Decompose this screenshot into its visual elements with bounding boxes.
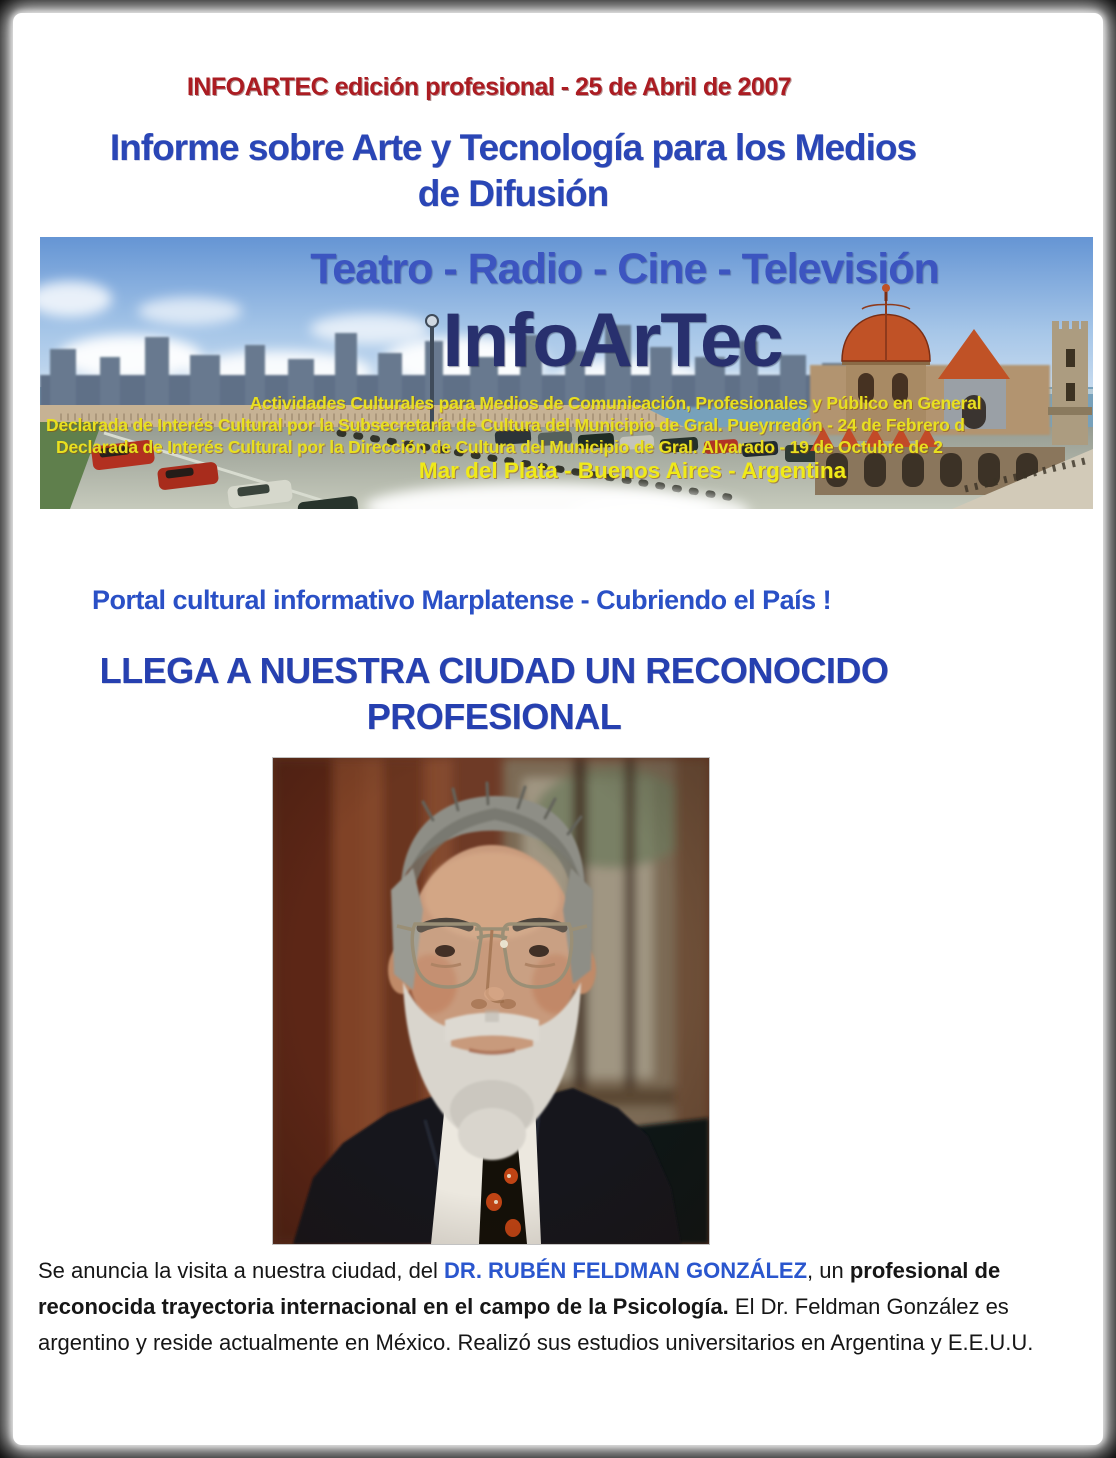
article-text-segment: Se anuncia la visita a nuestra ciudad, del	[38, 1258, 445, 1283]
article-paragraph	[38, 1253, 1088, 1361]
portrait-graphic	[273, 758, 709, 1244]
banner-brand: InfoArTec	[442, 298, 783, 383]
page-title-line1: Informe sobre Arte y Tecnología para los Medios	[109, 127, 917, 168]
article-headline-line1: LLEGA A NUESTRA CIUDAD UN RECONOCIDO	[99, 650, 889, 691]
article-text-segment: , un	[807, 1258, 850, 1283]
article-headline-line2: PROFESIONAL	[366, 696, 622, 737]
portal-slogan: Portal cultural informativo Marplatense - Cubriendo el País !	[92, 585, 832, 615]
page-title-line2: de Difusión	[417, 173, 609, 214]
article-headline	[13, 648, 975, 740]
document-page	[13, 13, 1103, 1445]
doctor-name: DR. RUBÉN FELDMAN GONZÁLEZ	[444, 1258, 808, 1283]
article-bold-segment: profesional de reconocida trayectoria internacional en el campo de la Psicología.	[38, 1258, 1001, 1319]
article-text-segment: El Dr. Feldman González es argentino y reside actualmente en México. Realizó sus estudios universitarios en Argentina y E.E.U.U.	[38, 1294, 1034, 1355]
banner-overlay-line1: Actividades Culturales para Medios de Comunicación, Profesionales y Público en General	[249, 393, 982, 413]
banner-overlay-line2: Declarada de Interés Cultural por la Subsecretaría de Cultura del Municipio de Gral. Pueyrredón - 24 de Febrero d	[46, 415, 965, 435]
portrait-photo	[272, 757, 710, 1245]
banner-image	[40, 237, 1093, 509]
banner-overlay-line4: Mar del Plata - Buenos Aires - Argentina	[418, 458, 847, 483]
banner-tagline: Teatro - Radio - Cine - Televisión	[310, 245, 939, 293]
banner-overlay-line3: Declarada de Interés Cultural por la Dirección de Cultura del Municipio de Gral. Alvarado - 19 de Octubre de 2	[56, 437, 943, 457]
masthead-dateline: INFOARTEC edición profesional - 25 de Abril de 2007	[186, 73, 792, 101]
page-title	[13, 125, 1013, 217]
